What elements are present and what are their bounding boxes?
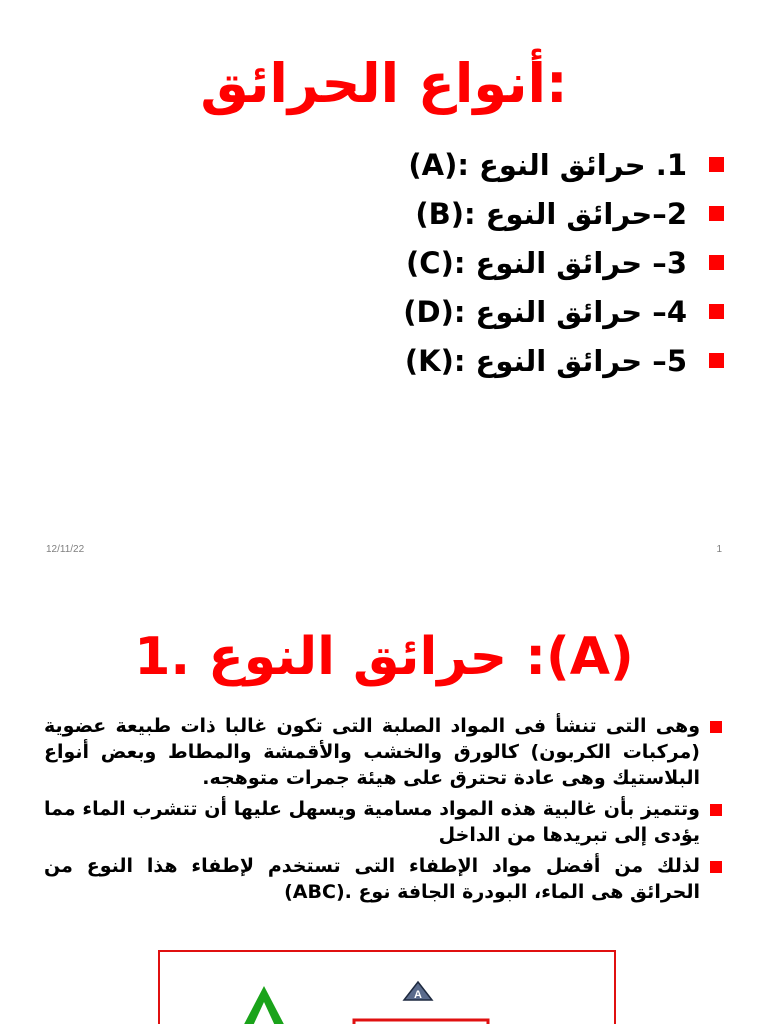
square-bullet-icon: [709, 255, 724, 270]
list-item: [304, 287, 724, 336]
slide-title: أنواع الحرائق:: [200, 52, 568, 115]
list-item-text: 5– حرائق النوع :(K): [404, 343, 687, 378]
slide-2: [0, 572, 768, 1024]
paragraph-text: لذلك من أفضل مواد الإطفاء التى تستخدم لإطفاء هذا النوع من الحرائق هى الماء، البودرة الجافة نوع .(ABC): [44, 855, 700, 903]
fire-class-illustration: [160, 952, 614, 1024]
paragraph-item: [44, 853, 722, 905]
square-bullet-icon: [710, 861, 722, 873]
list-item-text: 1. حرائق النوع :(A): [408, 147, 687, 182]
list-item: [304, 140, 724, 189]
footer-date: 12/11/22: [46, 544, 85, 555]
paragraph-text: وهى التى تنشأ فى المواد الصلبة التى تكون غالبا ذات طبيعة عضوية (مركبات الكربون) كالورق والخشب والأقمشة والمطاط وبعض أنواع البلاستيك وهى عادة تحترق على هيئة جمرات متوهجه.: [44, 715, 700, 789]
figure-label: A: [414, 989, 422, 1001]
list-item-text: 3– حرائق النوع :(C): [406, 245, 687, 280]
page-number: 1: [716, 544, 722, 555]
list-item: [304, 238, 724, 287]
paragraph-text: وتتميز بأن غالبية هذه المواد مسامية ويسهل عليها أن تتشرب الماء مما يؤدى إلى تبريدها من الداخل: [44, 798, 700, 846]
paragraph-item: [44, 713, 722, 791]
description-list: [44, 713, 722, 910]
paragraph-item: [44, 796, 722, 848]
slide-title: 1. حرائق النوع :(A): [134, 627, 634, 687]
list-item: [304, 336, 724, 385]
square-bullet-icon: [710, 721, 722, 733]
fire-types-list: [304, 140, 724, 385]
red-rectangle: [354, 1020, 488, 1024]
square-bullet-icon: [709, 304, 724, 319]
square-bullet-icon: [710, 804, 722, 816]
square-bullet-icon: [709, 206, 724, 221]
square-bullet-icon: [709, 157, 724, 172]
square-bullet-icon: [709, 353, 724, 368]
fire-class-figure: [158, 950, 616, 1024]
list-item: [304, 189, 724, 238]
list-item-text: 4– حرائق النوع :(D): [403, 294, 687, 329]
list-item-text: 2–حرائق النوع :(B): [415, 196, 687, 231]
